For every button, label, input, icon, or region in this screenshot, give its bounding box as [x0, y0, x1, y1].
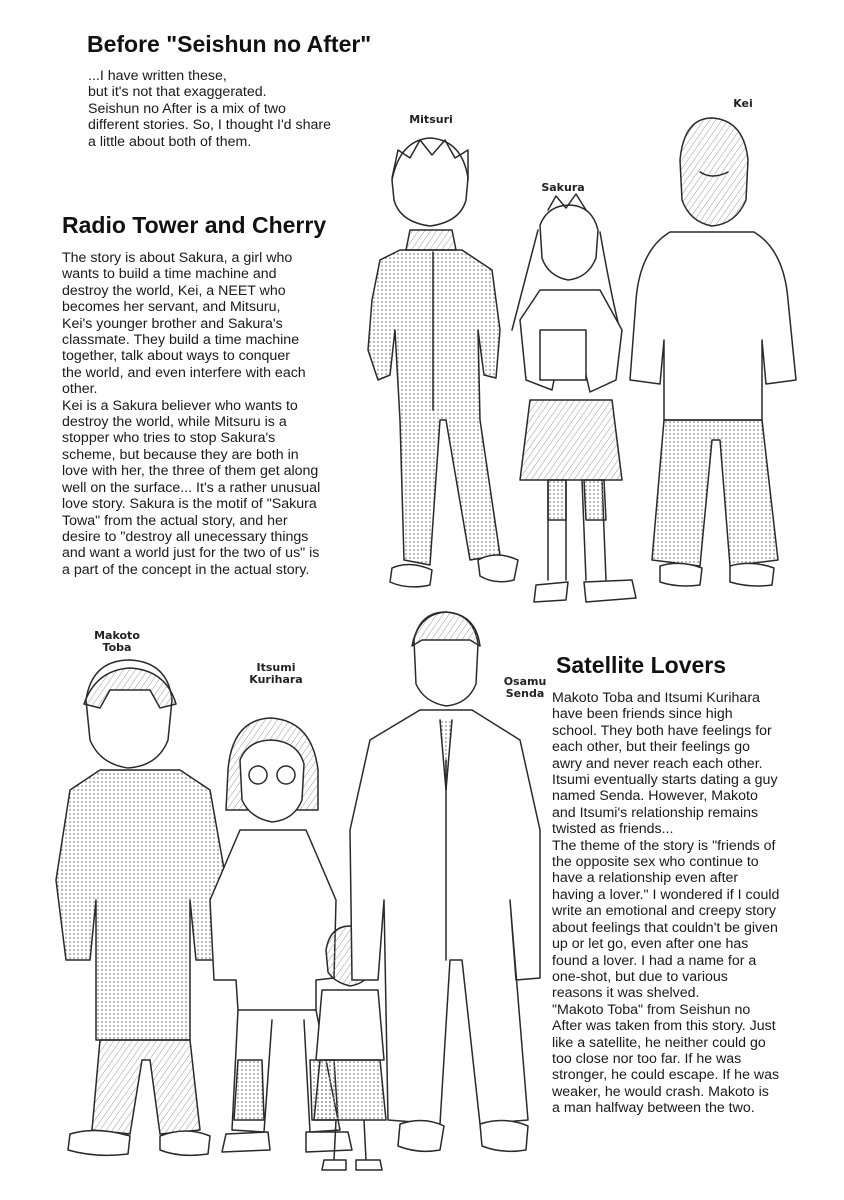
before-heading: Before "Seishun no After": [87, 31, 372, 57]
sakura-sketch: [512, 194, 636, 602]
label-itsumi: Itsumi Kurihara: [249, 661, 303, 686]
kei-sketch: [630, 118, 796, 586]
satellite-paragraph: Makoto Toba and Itsumi Kurihara have been friends since high school. They both have feelings for each other, but their feelings go awry and never reach each other. Itsumi eventually starts dating a guy named Senda. However, Makoto and Itsumi's relationship remains twisted as friends... The theme of the story is "friends of the opposite sex who continue to have a relationship even after having a lover." I wondered if I could write an emotional and creepy story about feelings that couldn't be given up or let go, even after one has found a lover. I had a name for a one-shot, but due to various reasons it was shelved. "Makoto Toba" from Seishun no After was taken from this story. Just like a satellite, he neither could go too close nor too far. If he was stronger, he could escape. If he was weaker, he would crash. Makoto is a man halfway between the two.: [552, 690, 780, 1117]
label-makoto: Makoto Toba: [94, 629, 140, 654]
label-kei: Kei: [733, 97, 753, 110]
mitsuri-sketch: [368, 138, 518, 587]
radio-tower-paragraph: The story is about Sakura, a girl who wants to build a time machine and destroy the world, Kei, a NEET who becomes her servant, and Mitsuru, Kei's younger brother and Sakura's classmate. They build a time machine together, talk about ways to conquer the world, and even interfere with each other. Kei is a Sakura believer who wants to destroy the world, while Mitsuru is a stopper who tries to stop Sakura's scheme, but because they are both in love with her, the three of them get along well on the surface... It's a rather unusual love story. Sakura is the motif of "Sakura Towa" from the actual story, and her desire to "destroy all unecessary things and want a world just for the two of us" is a part of the concept in the actual story.: [62, 250, 321, 578]
before-paragraph: ...I have written these, but it's not that exaggerated. Seishun no After is a mix of two different stories. So, I thought I'd share a little about both of them.: [88, 68, 331, 150]
label-sakura: Sakura: [541, 181, 585, 194]
satellite-heading: Satellite Lovers: [556, 652, 727, 678]
label-mitsuri: Mitsuri: [409, 113, 453, 126]
label-osamu: Osamu Senda: [503, 675, 547, 700]
radio-tower-heading: Radio Tower and Cherry: [62, 212, 327, 238]
makoto-sketch: [56, 660, 226, 1155]
